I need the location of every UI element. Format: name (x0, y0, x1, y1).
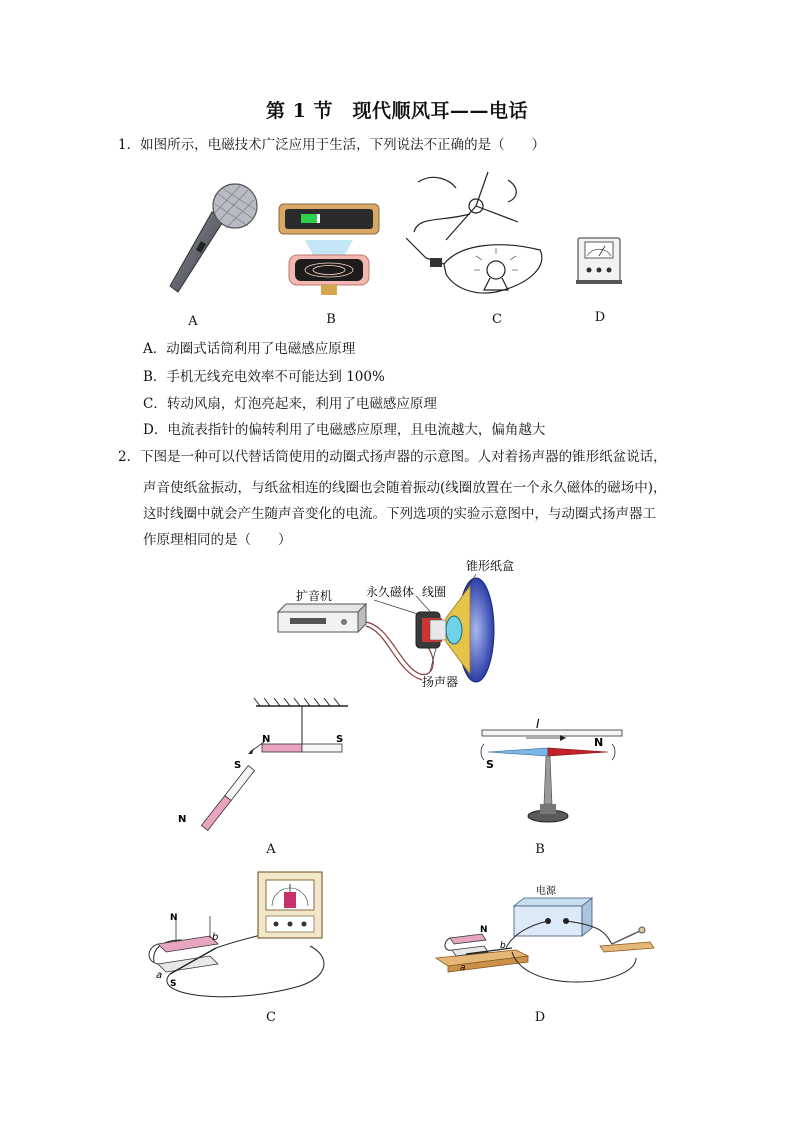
fig-b-n: N (594, 736, 604, 749)
fig-a-magnets (170, 698, 370, 838)
fan-generator-image (400, 166, 550, 306)
microphone-image (160, 182, 270, 302)
speaker-diagram (270, 556, 530, 696)
fig-c-label: C (266, 1010, 276, 1025)
q2-stem-line-3: 这时线圈中就会产生随声音变化的电流。下列选项的实验示意图中，与动圈式扬声器工 (143, 506, 656, 522)
q1-image-label-d: D (594, 310, 606, 325)
fig-c-induction (140, 866, 340, 1006)
fig-c-n: N (170, 913, 178, 923)
q1-image-label-a: A (188, 314, 198, 329)
q1-image-label-c: C (492, 312, 502, 327)
fig-b-compass (476, 717, 626, 830)
q1-option-a: A．动圈式话筒利用了电磁感应原理 (143, 341, 356, 357)
fig-c-a: a (156, 970, 163, 981)
fig-b-s: S (486, 758, 494, 771)
ammeter-image (575, 234, 625, 288)
fig-d-label: D (534, 1010, 546, 1025)
fig-b-label: B (535, 842, 545, 857)
fig-a-label: A (266, 842, 276, 857)
fig-a-s1: S (336, 734, 344, 745)
q1-option-b: B．手机无线充电效率不可能达到 100% (143, 369, 385, 385)
fig-d-n: N (480, 925, 488, 935)
q1-option-c: C．转动风扇，灯泡亮起来，利用了电磁感应原理 (143, 396, 437, 412)
page-title: 第 1 节 现代顺风耳——电话 (266, 100, 528, 122)
fig-c-b: b (212, 932, 219, 943)
fig-a-n2: N (178, 814, 187, 825)
q2-stem-line-2: 声音使纸盆振动，与纸盆相连的线圈也会随着振动(线圈放置在一个永久磁体的磁场中)， (143, 480, 667, 496)
fig-d-motor (436, 886, 656, 996)
speaker-label: 扬声器 (422, 675, 459, 689)
q1-option-d: D．电流表指针的偏转利用了电磁感应原理，且电流越大，偏角越大 (143, 422, 546, 438)
magnet-label: 永久磁体 (366, 585, 415, 599)
wireless-charger-image (275, 200, 385, 300)
coil-label: 线圈 (422, 585, 447, 599)
q1-stem: 1．如图所示，电磁技术广泛应用于生活，下列说法不正确的是（ ） (118, 137, 546, 153)
cone-label: 锥形纸盒 (466, 559, 515, 573)
amplifier-label: 扩音机 (296, 589, 333, 603)
fig-c-s: S (170, 979, 177, 989)
fig-d-power: 电源 (536, 886, 556, 897)
fig-a-n1: N (262, 734, 271, 745)
q2-stem-line-1: 2．下图是一种可以代替话筒使用的动圈式扬声器的示意图。人对着扬声器的锥形纸盆说话， (118, 449, 667, 465)
q2-stem-line-4: 作原理相同的是（ ） (143, 532, 292, 548)
fig-d-a: a (460, 963, 466, 973)
fig-b-current: I (536, 717, 540, 731)
q1-image-label-b: B (326, 312, 336, 327)
fig-d-b: b (500, 941, 506, 951)
fig-a-s2: S (234, 760, 242, 771)
